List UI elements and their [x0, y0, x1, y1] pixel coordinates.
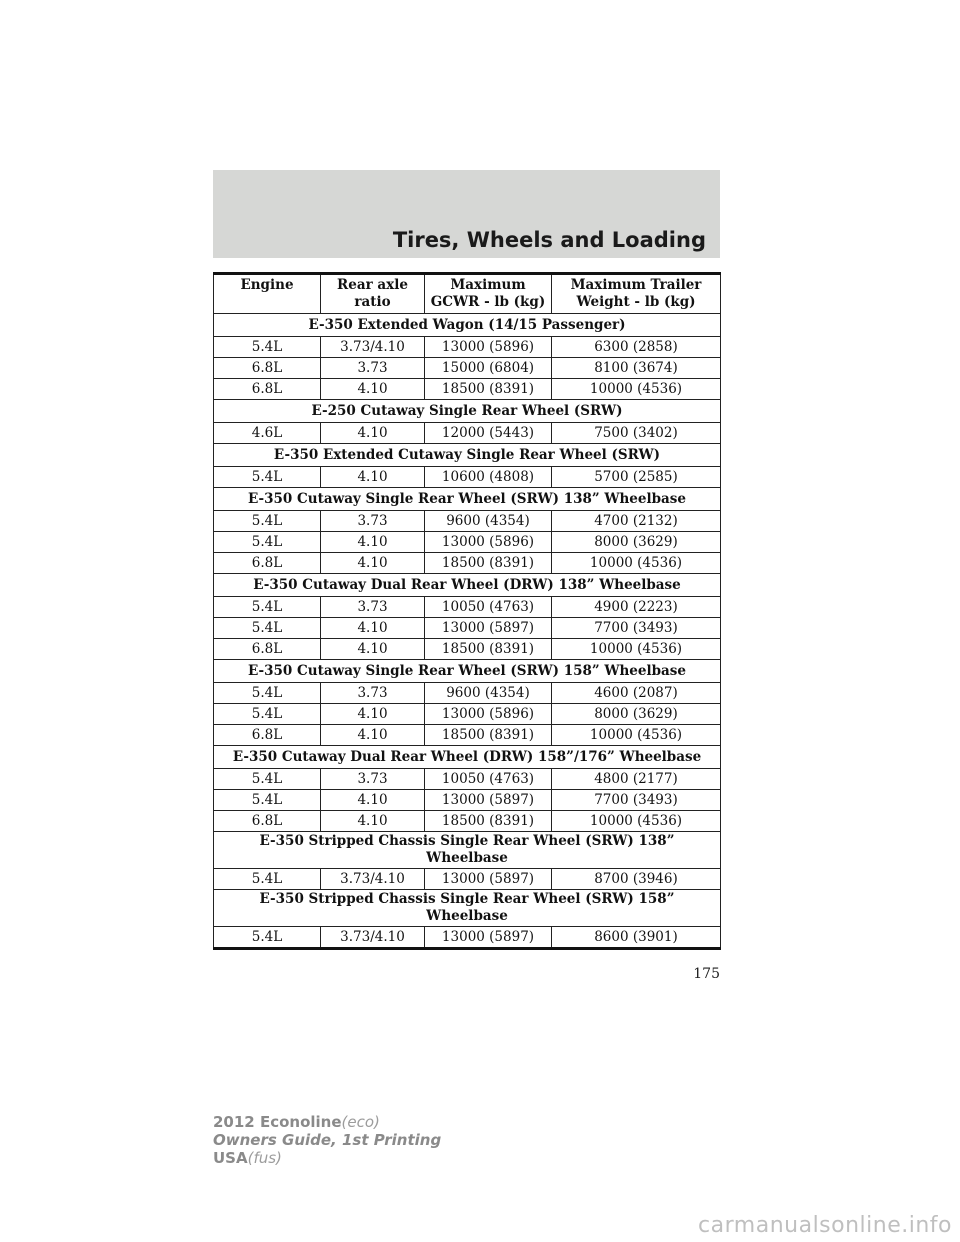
cell-max-trailer-weight: 8600 (3901) — [552, 927, 721, 949]
cell-max-gcwr: 13000 (5897) — [425, 618, 552, 639]
table-row — [214, 725, 721, 746]
cell-max-trailer-weight: 10000 (4536) — [552, 379, 721, 400]
column-header-max-gcwr: Maximum GCWR - lb (kg) — [425, 274, 552, 314]
table-group-row — [214, 444, 721, 467]
cell-rear-axle-ratio: 4.10 — [321, 467, 425, 488]
cell-engine: 5.4L — [214, 927, 321, 949]
table-row — [214, 467, 721, 488]
cell-max-gcwr: 13000 (5897) — [425, 927, 552, 949]
cell-max-gcwr: 10600 (4808) — [425, 467, 552, 488]
table-row — [214, 704, 721, 725]
group-title: E-350 Extended Wagon (14/15 Passenger) — [214, 314, 721, 337]
cell-rear-axle-ratio: 4.10 — [321, 811, 425, 832]
table-group-row — [214, 400, 721, 423]
trailer-weight-table — [213, 272, 721, 950]
cell-engine: 5.4L — [214, 511, 321, 532]
cell-max-trailer-weight: 8000 (3629) — [552, 532, 721, 553]
cell-engine: 5.4L — [214, 618, 321, 639]
cell-max-trailer-weight: 10000 (4536) — [552, 553, 721, 574]
cell-rear-axle-ratio: 3.73 — [321, 683, 425, 704]
page-number: 175 — [693, 966, 720, 982]
table-row — [214, 379, 721, 400]
cell-max-gcwr: 18500 (8391) — [425, 811, 552, 832]
cell-max-gcwr: 18500 (8391) — [425, 639, 552, 660]
group-title: E-350 Stripped Chassis Single Rear Wheel (SRW) 158” Wheelbase — [214, 890, 721, 927]
cell-engine: 5.4L — [214, 704, 321, 725]
cell-max-trailer-weight: 8000 (3629) — [552, 704, 721, 725]
cell-max-gcwr: 13000 (5896) — [425, 337, 552, 358]
cell-rear-axle-ratio: 4.10 — [321, 618, 425, 639]
cell-rear-axle-ratio: 4.10 — [321, 379, 425, 400]
cell-engine: 5.4L — [214, 467, 321, 488]
footer-edition: Owners Guide, 1st Printing — [213, 1131, 442, 1149]
table-header-row — [214, 274, 721, 314]
cell-max-trailer-weight: 7700 (3493) — [552, 790, 721, 811]
table-row — [214, 639, 721, 660]
cell-rear-axle-ratio: 4.10 — [321, 532, 425, 553]
cell-rear-axle-ratio: 3.73/4.10 — [321, 869, 425, 890]
group-title: E-350 Cutaway Single Rear Wheel (SRW) 158” Wheelbase — [214, 660, 721, 683]
footer-market: USA — [213, 1149, 248, 1167]
table-body — [214, 314, 721, 949]
cell-engine: 5.4L — [214, 597, 321, 618]
cell-max-trailer-weight: 6300 (2858) — [552, 337, 721, 358]
cell-engine: 5.4L — [214, 683, 321, 704]
group-title: E-350 Cutaway Dual Rear Wheel (DRW) 138” Wheelbase — [214, 574, 721, 597]
cell-rear-axle-ratio: 3.73 — [321, 511, 425, 532]
table-row — [214, 337, 721, 358]
cell-max-gcwr: 10050 (4763) — [425, 597, 552, 618]
table-row — [214, 811, 721, 832]
cell-rear-axle-ratio: 3.73/4.10 — [321, 337, 425, 358]
cell-rear-axle-ratio: 4.10 — [321, 639, 425, 660]
footer-model-code: (eco) — [341, 1113, 380, 1131]
table-row — [214, 790, 721, 811]
cell-engine: 6.8L — [214, 811, 321, 832]
table-group-row — [214, 488, 721, 511]
cell-engine: 6.8L — [214, 553, 321, 574]
footer-line-market — [213, 1149, 441, 1167]
table-row — [214, 532, 721, 553]
cell-max-gcwr: 18500 (8391) — [425, 553, 552, 574]
cell-rear-axle-ratio: 4.10 — [321, 553, 425, 574]
table-row — [214, 683, 721, 704]
table-group-row — [214, 574, 721, 597]
cell-rear-axle-ratio: 4.10 — [321, 704, 425, 725]
cell-max-gcwr: 9600 (4354) — [425, 683, 552, 704]
cell-max-trailer-weight: 10000 (4536) — [552, 639, 721, 660]
cell-rear-axle-ratio: 3.73 — [321, 358, 425, 379]
table-row — [214, 618, 721, 639]
cell-max-gcwr: 9600 (4354) — [425, 511, 552, 532]
cell-engine: 6.8L — [214, 639, 321, 660]
table-group-row — [214, 890, 721, 927]
cell-rear-axle-ratio: 3.73/4.10 — [321, 927, 425, 949]
cell-engine: 6.8L — [214, 379, 321, 400]
section-header — [213, 170, 720, 258]
footer-line-edition — [213, 1131, 441, 1149]
group-title: E-350 Cutaway Single Rear Wheel (SRW) 138” Wheelbase — [214, 488, 721, 511]
cell-engine: 6.8L — [214, 725, 321, 746]
cell-max-gcwr: 18500 (8391) — [425, 725, 552, 746]
table-group-row — [214, 832, 721, 869]
group-title: E-350 Stripped Chassis Single Rear Wheel (SRW) 138” Wheelbase — [214, 832, 721, 869]
table-row — [214, 511, 721, 532]
cell-engine: 5.4L — [214, 869, 321, 890]
cell-max-trailer-weight: 8700 (3946) — [552, 869, 721, 890]
footer — [213, 1113, 441, 1167]
cell-max-gcwr: 13000 (5896) — [425, 704, 552, 725]
group-title: E-350 Cutaway Dual Rear Wheel (DRW) 158”/176” Wheelbase — [214, 746, 721, 769]
cell-rear-axle-ratio: 3.73 — [321, 597, 425, 618]
cell-rear-axle-ratio: 4.10 — [321, 725, 425, 746]
cell-max-gcwr: 13000 (5897) — [425, 790, 552, 811]
cell-max-trailer-weight: 4900 (2223) — [552, 597, 721, 618]
cell-max-trailer-weight: 4600 (2087) — [552, 683, 721, 704]
watermark: carmanualsonline.info — [698, 1213, 952, 1238]
cell-max-gcwr: 12000 (5443) — [425, 423, 552, 444]
section-title: Tires, Wheels and Loading — [392, 228, 706, 252]
table-row — [214, 358, 721, 379]
table-row — [214, 423, 721, 444]
cell-max-trailer-weight: 7500 (3402) — [552, 423, 721, 444]
cell-engine: 5.4L — [214, 337, 321, 358]
cell-max-trailer-weight: 10000 (4536) — [552, 725, 721, 746]
cell-max-trailer-weight: 5700 (2585) — [552, 467, 721, 488]
cell-engine: 5.4L — [214, 769, 321, 790]
column-header-rear-axle-ratio: Rear axle ratio — [321, 274, 425, 314]
footer-model: 2012 Econoline — [213, 1113, 342, 1131]
cell-max-trailer-weight: 8100 (3674) — [552, 358, 721, 379]
cell-max-trailer-weight: 4800 (2177) — [552, 769, 721, 790]
table-row — [214, 553, 721, 574]
cell-engine: 6.8L — [214, 358, 321, 379]
cell-max-trailer-weight: 7700 (3493) — [552, 618, 721, 639]
table-group-row — [214, 746, 721, 769]
cell-max-trailer-weight: 4700 (2132) — [552, 511, 721, 532]
cell-max-gcwr: 10050 (4763) — [425, 769, 552, 790]
cell-engine: 4.6L — [214, 423, 321, 444]
cell-max-gcwr: 13000 (5896) — [425, 532, 552, 553]
group-title: E-350 Extended Cutaway Single Rear Wheel (SRW) — [214, 444, 721, 467]
cell-engine: 5.4L — [214, 532, 321, 553]
cell-max-gcwr: 13000 (5897) — [425, 869, 552, 890]
cell-rear-axle-ratio: 3.73 — [321, 769, 425, 790]
cell-max-gcwr: 15000 (6804) — [425, 358, 552, 379]
footer-line-model — [213, 1113, 441, 1131]
table-group-row — [214, 660, 721, 683]
cell-rear-axle-ratio: 4.10 — [321, 423, 425, 444]
towing-table — [213, 272, 720, 950]
cell-engine: 5.4L — [214, 790, 321, 811]
table-row — [214, 927, 721, 949]
cell-max-trailer-weight: 10000 (4536) — [552, 811, 721, 832]
group-title: E-250 Cutaway Single Rear Wheel (SRW) — [214, 400, 721, 423]
table-row — [214, 769, 721, 790]
cell-rear-axle-ratio: 4.10 — [321, 790, 425, 811]
column-header-max-trailer-weight: Maximum Trailer Weight - lb (kg) — [552, 274, 721, 314]
table-group-row — [214, 314, 721, 337]
footer-market-code: (fus) — [247, 1149, 282, 1167]
table-row — [214, 869, 721, 890]
column-header-engine: Engine — [214, 274, 321, 314]
cell-max-gcwr: 18500 (8391) — [425, 379, 552, 400]
table-row — [214, 597, 721, 618]
